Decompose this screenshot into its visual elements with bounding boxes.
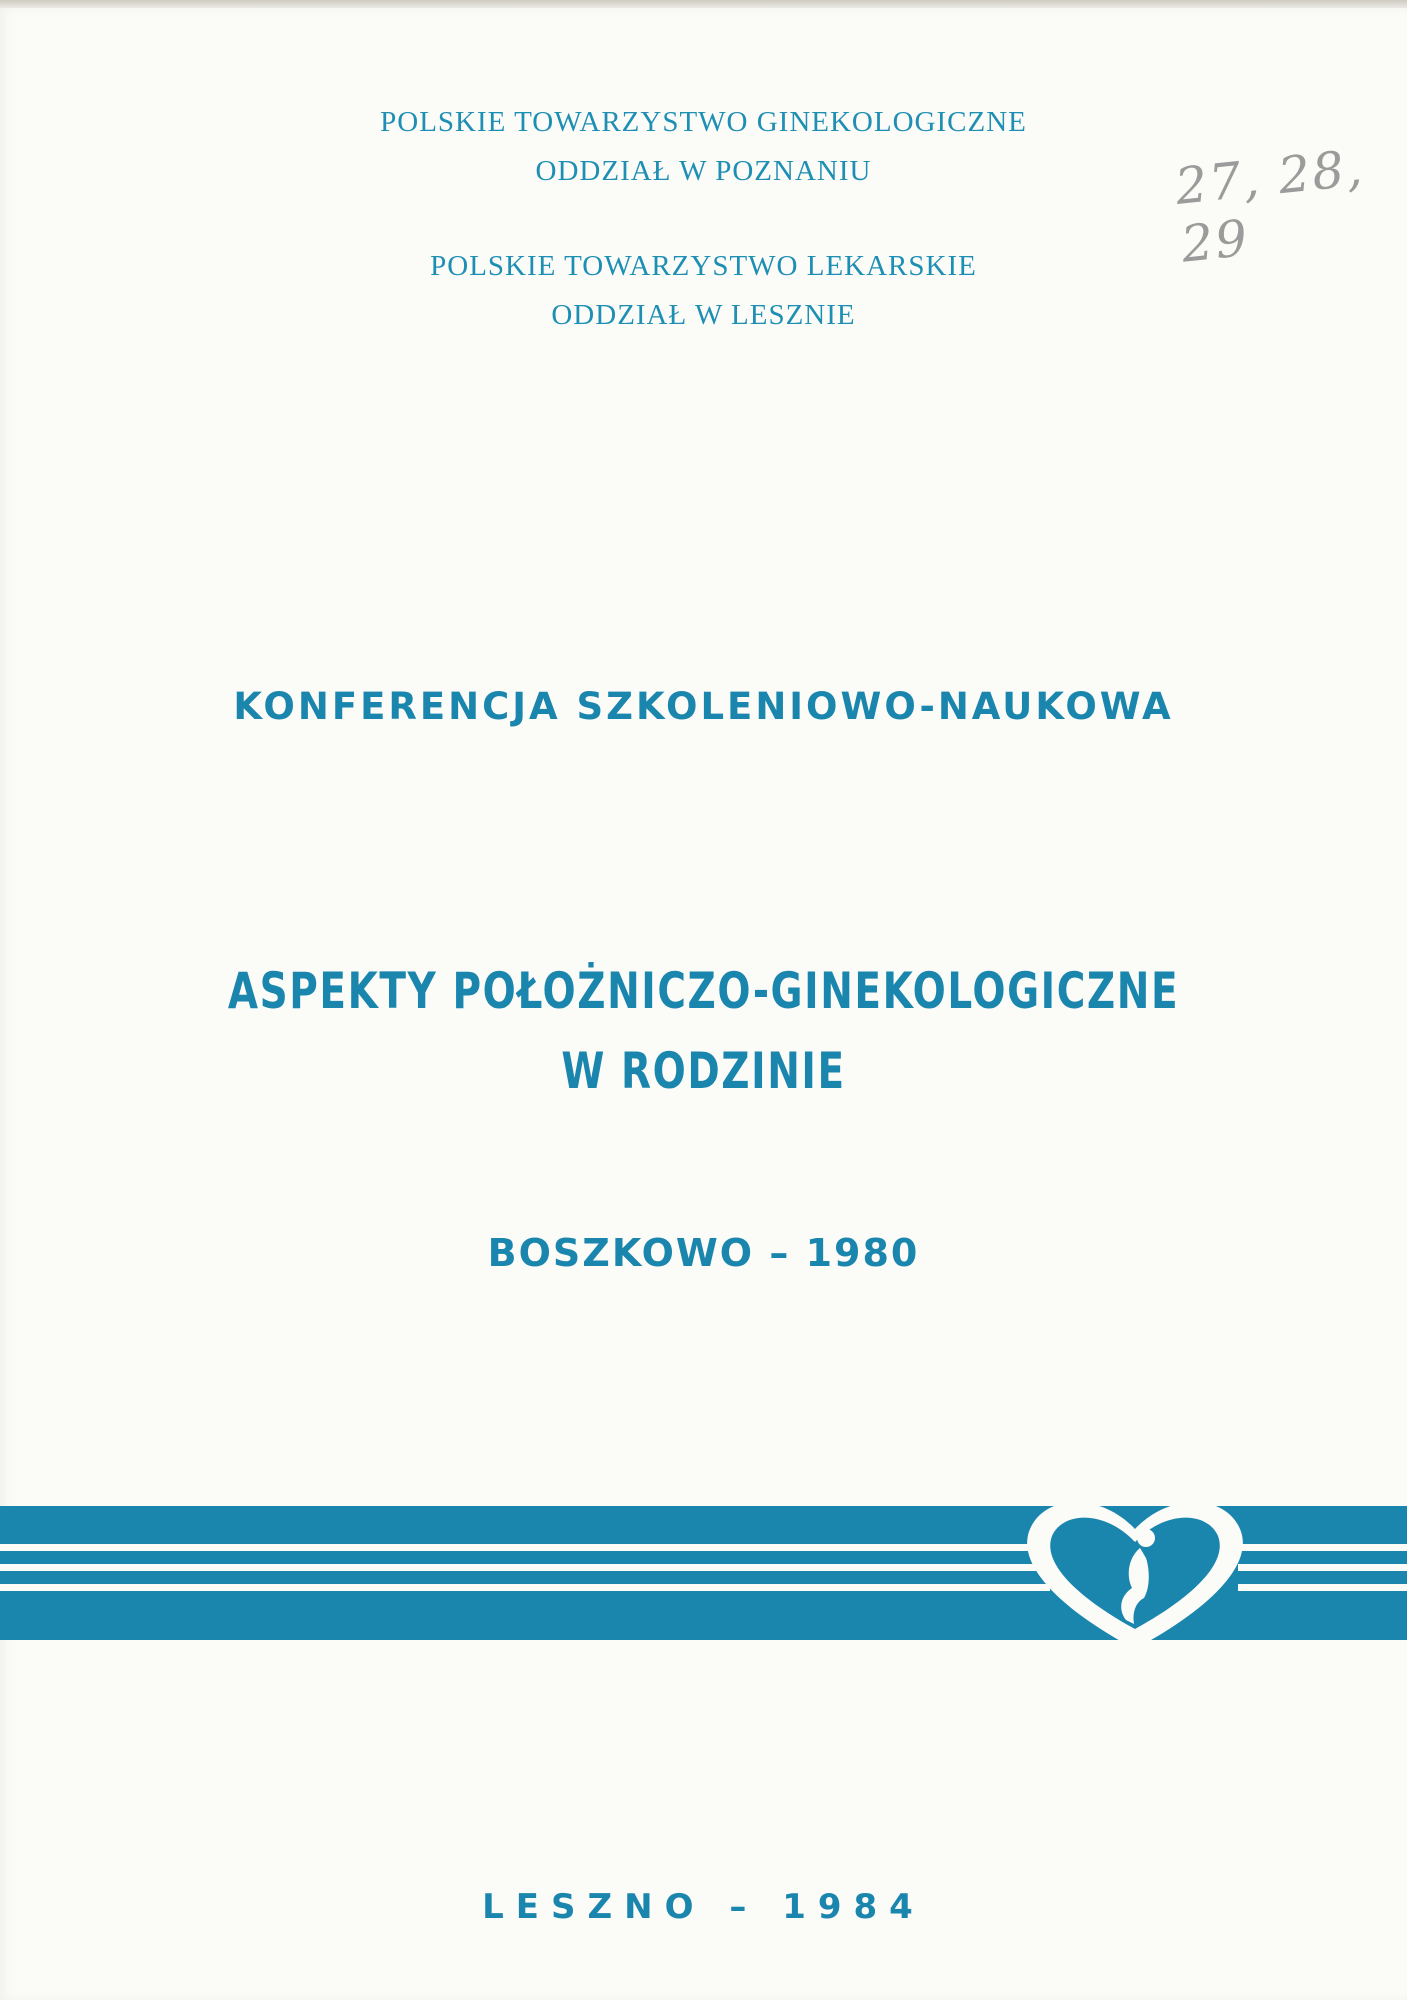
- cover-page: [0, 8, 1407, 2000]
- handwritten-note: 27, 28, 29: [1172, 138, 1367, 274]
- org-1-name: POLSKIE TOWARZYSTWO GINEKOLOGICZNE: [380, 106, 1027, 138]
- org-2-name: POLSKIE TOWARZYSTWO LEKARSKIE: [430, 250, 977, 282]
- decorative-band: [0, 1484, 1407, 1664]
- conference-type: KONFERENCJA SZKOLENIOWO-NAUKOWA: [233, 685, 1174, 728]
- imprint-city-year: LESZNO – 1984: [482, 1887, 925, 1927]
- org-1-branch: ODDZIAŁ W POZNANIU: [535, 155, 872, 187]
- org-2-branch: ODDZIAŁ W LESZNIE: [551, 299, 856, 331]
- event-place-year: BOSZKOWO – 1980: [487, 1231, 920, 1275]
- title-line-1: ASPEKTY POŁOŻNICZO-GINEKOLOGICZNE: [227, 962, 1180, 1020]
- title-line-2: W RODZINIE: [561, 1042, 846, 1100]
